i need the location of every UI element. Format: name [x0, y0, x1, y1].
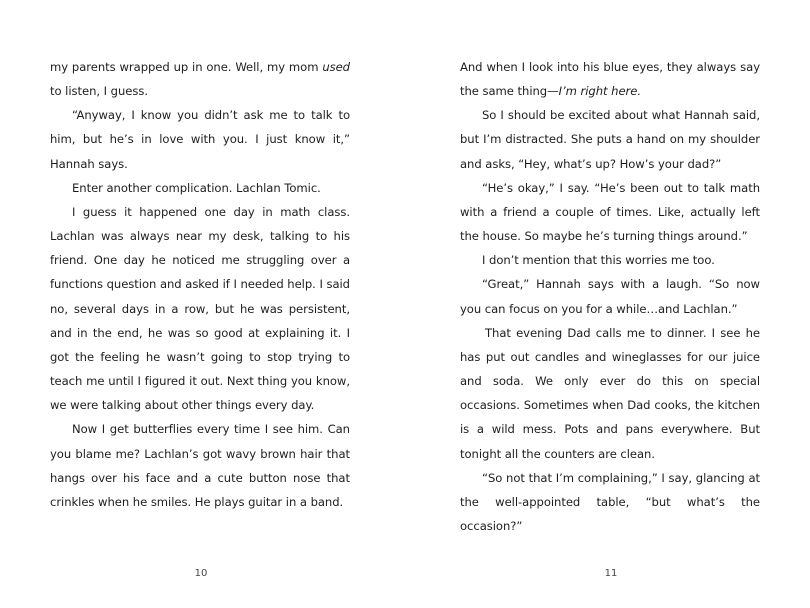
paragraph: “Anyway, I know you didn’t ask me to talk to him, but he’s in love with you. I just know it,” Hannah says.	[50, 108, 350, 171]
paragraph: “So not that I’m complaining,” I say, glancing at the well-appointed table, “but what’s the occasion?”	[460, 470, 760, 533]
paragraph: And when I look into his blue eyes, they always say the same thing—I’m right here.	[460, 60, 760, 99]
paragraph: I guess it happened one day in math class. Lachlan was always near my desk, talking to his friend. One day he noticed me struggling over a functions question and asked if I needed help. I said no, several days in a row, but he was persistent, and in the end, he was so good at explaining it. I got the feeling he wasn’t going to stop trying to teach me until I figured it out. Next thing you know, we were talking about other things every day.	[50, 204, 350, 413]
paragraph: I don’t mention that this worries me too.	[482, 253, 715, 268]
emphasis: I’m right here.	[558, 84, 641, 99]
page-number-right: 11	[604, 568, 618, 579]
paragraph: Enter another complication. Lachlan Tomic.	[72, 180, 321, 195]
page-number-left: 10	[194, 568, 208, 579]
paragraph: So I should be excited about what Hannah said, but I’m distracted. She puts a hand on my shoulder and asks, “Hey, what’s up? How’s your dad?”	[460, 108, 760, 171]
paragraph: Now I get butterflies every time I see him. Can you blame me? Lachlan’s got wavy brown hair that hangs over his face and a cute button nose that crinkles when he smiles. He plays guitar in a band.	[50, 422, 350, 509]
emphasis: used	[322, 60, 350, 74]
paragraph: “Great,” Hannah says with a laugh. “So now you can focus on you for a while…and Lachlan.”	[460, 277, 760, 316]
paragraph: “He’s okay,” I say. “He’s been out to talk math with a friend a couple of times. Like, actually left the house. So maybe he’s turning things around.”	[460, 180, 760, 244]
paragraph: my parents wrapped up in one. Well, my mom used to listen, I guess.	[50, 60, 350, 99]
paragraph: That evening Dad calls me to dinner. I see he has put out candles and wineglasses for our juice and soda. We only ever do this on special occasions. Sometimes when Dad cooks, the kitchen is a wild mess. Pots and pans everywhere. But tonight all the counters are clean.	[460, 325, 760, 461]
right-page-text	[460, 55, 760, 538]
left-page-text	[50, 55, 350, 514]
